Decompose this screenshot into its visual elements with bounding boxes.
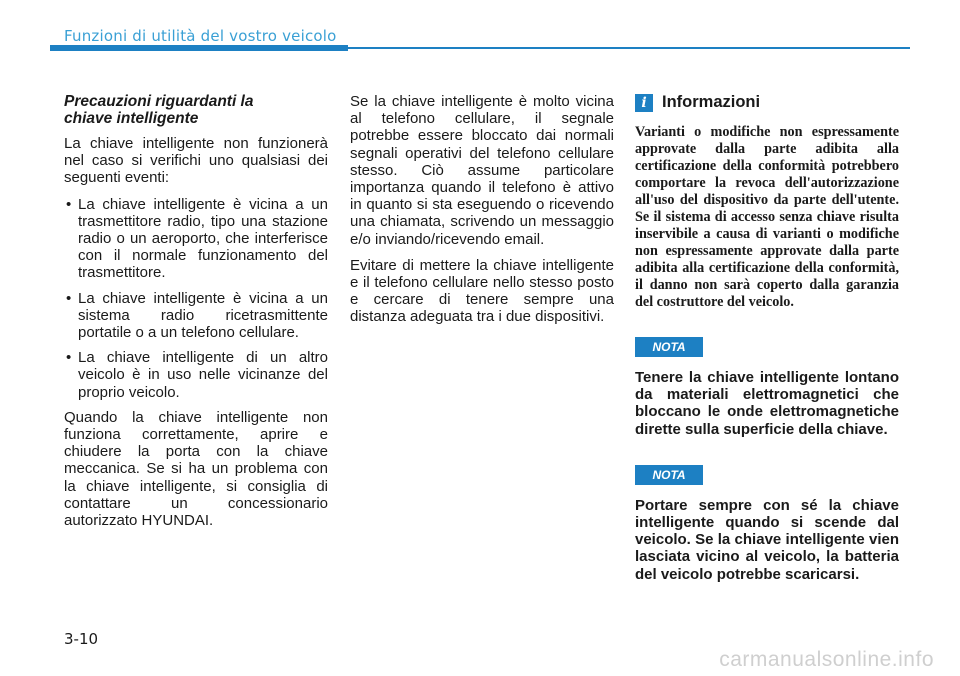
info-title: Informazioni bbox=[662, 93, 761, 111]
section-title-line1: Precauzioni riguardanti la bbox=[64, 93, 254, 110]
nota-badge: NOTA bbox=[635, 337, 703, 357]
distance-advice-paragraph: Evitare di mettere la chiave intelligente e il telefono cellulare nello stesso posto e cercare di tenere sempre una distanza adeguata tra i due dispositivi. bbox=[350, 256, 614, 326]
note-block bbox=[635, 337, 899, 438]
info-header bbox=[635, 93, 899, 112]
nota-badge: NOTA bbox=[635, 465, 703, 485]
list-item-text: La chiave intelligente è vicina a un trasmettitore radio, tipo una stazione radio o un aeroporto, che interferisce con il normale funzionamento del trasmettitore. bbox=[78, 195, 328, 282]
section-title-line2: chiave intelligente bbox=[64, 110, 199, 127]
bullet-icon: • bbox=[66, 289, 72, 307]
watermark: carmanualsonline.info bbox=[719, 648, 934, 671]
list-item bbox=[64, 196, 328, 282]
bullet-icon: • bbox=[66, 195, 72, 213]
column-middle bbox=[350, 93, 614, 326]
closing-paragraph: Quando la chiave intelligente non funziona correttamente, aprire e chiudere la porta con la chiave meccanica. Se si ha un problema con la chiave intelligente, si consiglia di contattare un concessionario autorizzato HYUNDAI. bbox=[64, 408, 328, 530]
list-item bbox=[64, 290, 328, 342]
section-title bbox=[64, 93, 328, 127]
list-item bbox=[64, 349, 328, 401]
list-item-text: La chiave intelligente di un altro veicolo è in uso nelle vicinanze del proprio veicolo. bbox=[78, 349, 328, 401]
header-rule-thin bbox=[348, 47, 910, 49]
list-item-text: La chiave intelligente è vicina a un sistema radio ricetrasmittente portatile o a un telefono cellulare. bbox=[78, 289, 328, 342]
info-icon: i bbox=[635, 94, 653, 112]
phone-interference-paragraph: Se la chiave intelligente è molto vicina al telefono cellulare, il segnale potrebbe essere bloccato dai normali segnali operativi del telefono cellulare stesso. Ciò assume particolare importanza quando il telefono è attivo in quanto si sta eseguendo o ricevendo una chiamata, scrivendo un messaggio e/o inviando/ricevendo email. bbox=[350, 93, 614, 248]
condition-list bbox=[64, 196, 328, 401]
column-right bbox=[635, 93, 899, 583]
header-rule-thick bbox=[50, 45, 348, 51]
intro-paragraph: La chiave intelligente non funzionerà nel caso si verifichi uno qualsiasi dei seguenti eventi: bbox=[64, 135, 328, 187]
nota-text: Portare sempre con sé la chiave intelligente quando si scende dal veicolo. Se la chiave intelligente vien lasciata vicino al veicolo, la batteria del veicolo potrebbe scaricarsi. bbox=[635, 496, 899, 583]
column-left bbox=[64, 93, 328, 529]
bullet-icon: • bbox=[66, 349, 72, 367]
info-text: Varianti o modifiche non espressamente approvate dalla parte adibita alla certificazione della conformità potrebbero comportare la revoca dell'autorizzazione all'uso del dispositivo da parte dell'utente. Se il sistema di accesso senza chiave risulta inservibile a causa di varianti o modifiche non espressamente approvate dalla parte adibita alla certificazione della conformità, il danno non sarà coperto dalla garanzia del costruttore del veicolo. bbox=[635, 124, 899, 310]
section-header-title: Funzioni di utilità del vostro veicolo bbox=[64, 27, 337, 45]
note-block bbox=[635, 465, 899, 583]
page-number: 3-10 bbox=[64, 630, 99, 648]
nota-text: Tenere la chiave intelligente lontano da materiali elettromagnetici che bloccano le onde elettromagnetiche dirette sulla superficie della chiave. bbox=[635, 369, 899, 438]
